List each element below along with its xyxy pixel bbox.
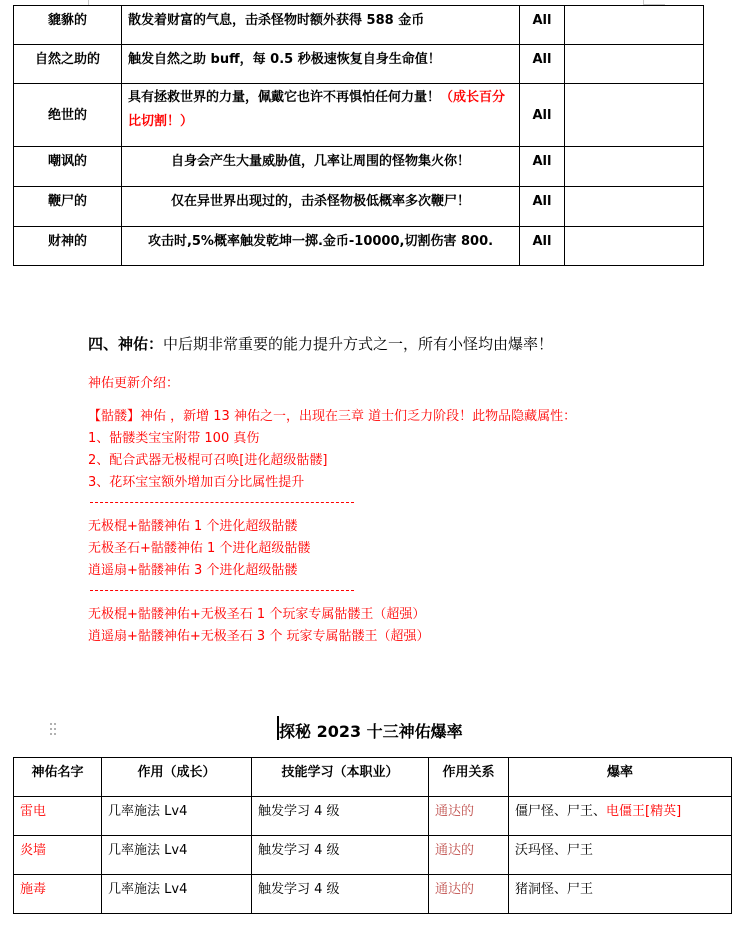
prefix-table xyxy=(13,5,704,266)
combo-line: 无极棍+骷髅神佑 1 个进化超级骷髅 xyxy=(88,519,298,534)
blessing-drop-table xyxy=(13,757,732,914)
table-row xyxy=(14,797,732,836)
prefix-desc-text: 具有拯救世界的力量，佩戴它也许不再惧怕任何力量！ xyxy=(128,90,441,105)
prefix-desc: 仅在异世界出现过的，击杀怪物极低概率多次鞭尸！ xyxy=(122,187,520,227)
prefix-name: 自然之助的 xyxy=(14,45,122,84)
table-row xyxy=(14,147,704,187)
prefix-class: All xyxy=(520,6,565,45)
prefix-extra xyxy=(565,45,704,84)
prefix-desc: 散发着财富的气息，击杀怪物时额外获得 588 金币 xyxy=(122,6,520,45)
prefix-desc xyxy=(122,84,520,147)
prefix-desc: 攻击时,5%概率触发乾坤一掷.金币-10000,切割伤害 800. xyxy=(122,227,520,266)
table-row xyxy=(14,875,732,914)
combo-line: 逍遥扇+骷髅神佑+无极圣石 3 个 玩家专属骷髅王（超强） xyxy=(88,629,430,644)
section-heading-text: 中后期非常重要的能力提升方式之一，所有小怪均由爆率！ xyxy=(163,335,554,353)
header-skill: 技能学习（本职业） xyxy=(252,758,429,797)
drag-handle-icon[interactable] xyxy=(49,722,57,736)
blessing-relation: 通达的 xyxy=(429,875,509,914)
blessing-update-notes xyxy=(88,373,576,648)
table-row xyxy=(14,187,704,227)
prefix-name: 财神的 xyxy=(14,227,122,266)
update-intro: 神佑更新介绍： xyxy=(88,376,180,391)
blessing-effect: 几率施法 Lv4 xyxy=(102,836,252,875)
prefix-name: 貔貅的 xyxy=(14,6,122,45)
prefix-extra xyxy=(565,84,704,147)
note-line: 【骷髅】神佑 ，新增 13 神佑之一，出现在三章 道士们乏力阶段！此物品隐藏属性： xyxy=(88,409,577,424)
combo-line: 无极棍+骷髅神佑+无极圣石 1 个玩家专属骷髅王（超强） xyxy=(88,607,426,622)
blessing-drop xyxy=(509,875,732,914)
blessing-name: 施毒 xyxy=(14,875,102,914)
drop-text: 沃玛怪、尸王 xyxy=(515,843,594,858)
table-row xyxy=(14,836,732,875)
combo-line: 逍遥扇+骷髅神佑 3 个进化超级骷髅 xyxy=(88,563,298,578)
header-drop: 爆率 xyxy=(509,758,732,797)
blessing-drop xyxy=(509,797,732,836)
prefix-name: 鞭尸的 xyxy=(14,187,122,227)
prefix-class: All xyxy=(520,187,565,227)
blessing-skill: 触发学习 4 级 xyxy=(252,836,429,875)
header-name: 神佑名字 xyxy=(14,758,102,797)
prefix-extra xyxy=(565,227,704,266)
drop-text: 猪洞怪、尸王 xyxy=(515,882,594,897)
blessing-skill: 触发学习 4 级 xyxy=(252,797,429,836)
blessing-relation: 通达的 xyxy=(429,836,509,875)
prefix-class: All xyxy=(520,84,565,147)
prefix-class: All xyxy=(520,227,565,266)
blessing-drop xyxy=(509,836,732,875)
prefix-desc: 自身会产生大量威胁值，几率让周围的怪物集火你！ xyxy=(122,147,520,187)
blessing-name: 炎墙 xyxy=(14,836,102,875)
blessing-effect: 几率施法 Lv4 xyxy=(102,875,252,914)
table-row xyxy=(14,227,704,266)
note-line: 2、配合武器无极棍可召唤[进化超级骷髅] xyxy=(88,453,328,468)
drop-elite: 电僵王[精英] xyxy=(606,804,682,819)
table-row xyxy=(14,6,704,45)
blessing-skill: 触发学习 4 级 xyxy=(252,875,429,914)
header-effect: 作用（成长） xyxy=(102,758,252,797)
prefix-desc: 触发自然之助 buff，每 0.5 秒极速恢复自身生命值！ xyxy=(122,45,520,84)
table-title: 探秘 2023 十三神佑爆率 xyxy=(279,722,463,741)
prefix-extra xyxy=(565,187,704,227)
blessing-relation: 通达的 xyxy=(429,797,509,836)
note-line: 3、花环宝宝额外增加百分比属性提升 xyxy=(88,475,305,490)
table-row xyxy=(14,84,704,147)
prefix-class: All xyxy=(520,147,565,187)
prefix-extra xyxy=(565,147,704,187)
drop-text: 僵尸怪、尸王、 xyxy=(515,804,607,819)
table-row xyxy=(14,45,704,84)
combo-line: 无极圣石+骷髅神佑 1 个进化超级骷髅 xyxy=(88,541,311,556)
table-header-row xyxy=(14,758,732,797)
section-heading xyxy=(88,333,553,354)
dashed-divider xyxy=(88,494,576,516)
header-relation: 作用关系 xyxy=(429,758,509,797)
prefix-name: 嘲讽的 xyxy=(14,147,122,187)
prefix-class: All xyxy=(520,45,565,84)
prefix-name: 绝世的 xyxy=(14,84,122,147)
section-heading-label: 四、神佑： xyxy=(88,335,164,353)
dashed-divider xyxy=(88,582,576,604)
prefix-extra xyxy=(565,6,704,45)
note-line: 1、骷髅类宝宝附带 100 真伤 xyxy=(88,431,260,446)
blessing-name: 雷电 xyxy=(14,797,102,836)
blessing-effect: 几率施法 Lv4 xyxy=(102,797,252,836)
prefix-desc-note: （成长百分比切割！） xyxy=(128,90,506,129)
